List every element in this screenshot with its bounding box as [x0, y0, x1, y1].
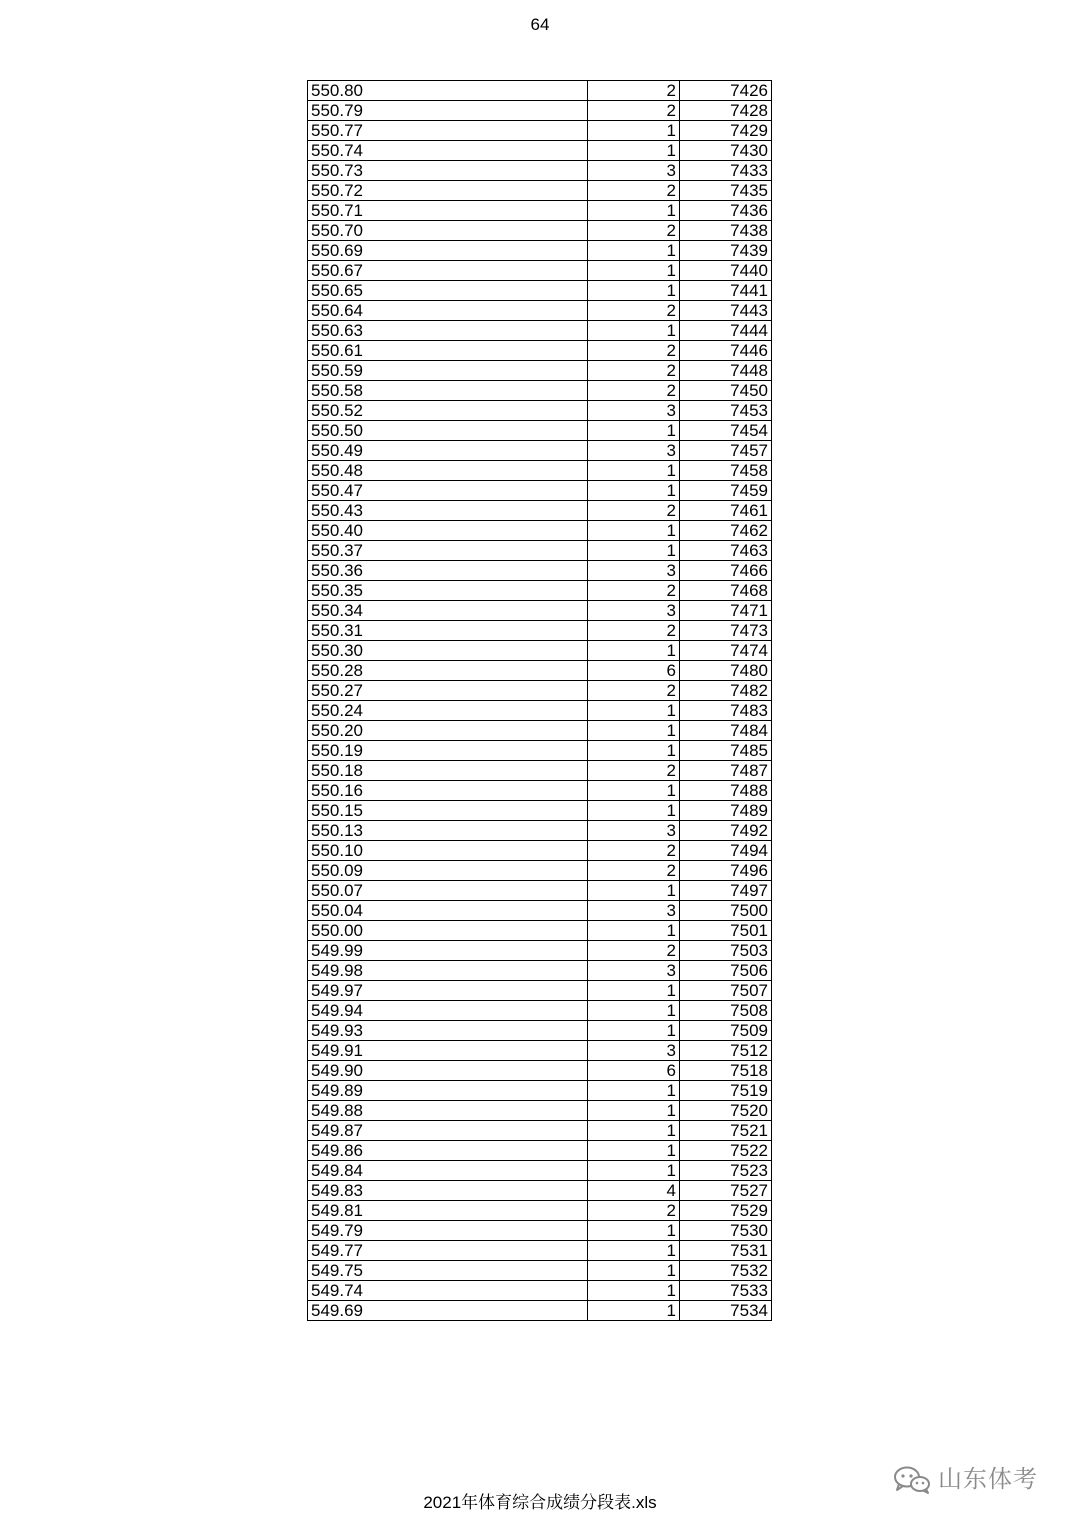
score-cell: 550.24 — [308, 701, 588, 721]
count-cell: 2 — [588, 861, 680, 881]
score-cell: 549.86 — [308, 1141, 588, 1161]
cumulative-cell: 7435 — [680, 181, 772, 201]
cumulative-cell: 7438 — [680, 221, 772, 241]
cumulative-cell: 7489 — [680, 801, 772, 821]
cumulative-cell: 7466 — [680, 561, 772, 581]
score-cell: 550.16 — [308, 781, 588, 801]
score-cell: 550.69 — [308, 241, 588, 261]
table-row — [308, 681, 772, 701]
count-cell: 1 — [588, 1021, 680, 1041]
count-cell: 1 — [588, 801, 680, 821]
table-row — [308, 421, 772, 441]
table-row — [308, 141, 772, 161]
score-cell: 550.52 — [308, 401, 588, 421]
cumulative-cell: 7520 — [680, 1101, 772, 1121]
table-row — [308, 781, 772, 801]
table-row — [308, 621, 772, 641]
table-row — [308, 1181, 772, 1201]
score-cell: 550.40 — [308, 521, 588, 541]
count-cell: 1 — [588, 481, 680, 501]
count-cell: 3 — [588, 961, 680, 981]
score-cell: 549.87 — [308, 1121, 588, 1141]
score-cell: 550.71 — [308, 201, 588, 221]
score-cell: 549.98 — [308, 961, 588, 981]
table-row — [308, 501, 772, 521]
table-row — [308, 941, 772, 961]
count-cell: 2 — [588, 381, 680, 401]
score-cell: 550.36 — [308, 561, 588, 581]
cumulative-cell: 7428 — [680, 101, 772, 121]
cumulative-cell: 7500 — [680, 901, 772, 921]
cumulative-cell: 7523 — [680, 1161, 772, 1181]
count-cell: 3 — [588, 601, 680, 621]
cumulative-cell: 7450 — [680, 381, 772, 401]
table-row — [308, 761, 772, 781]
score-cell: 550.77 — [308, 121, 588, 141]
count-cell: 3 — [588, 441, 680, 461]
score-cell: 550.34 — [308, 601, 588, 621]
table-row — [308, 1021, 772, 1041]
table-row — [308, 1101, 772, 1121]
score-cell: 550.19 — [308, 741, 588, 761]
cumulative-cell: 7454 — [680, 421, 772, 441]
count-cell: 1 — [588, 1161, 680, 1181]
count-cell: 1 — [588, 1101, 680, 1121]
cumulative-cell: 7529 — [680, 1201, 772, 1221]
table-row — [308, 521, 772, 541]
cumulative-cell: 7448 — [680, 361, 772, 381]
table-row — [308, 601, 772, 621]
count-cell: 1 — [588, 641, 680, 661]
table-row — [308, 921, 772, 941]
cumulative-cell: 7473 — [680, 621, 772, 641]
score-cell: 549.75 — [308, 1261, 588, 1281]
count-cell: 2 — [588, 581, 680, 601]
count-cell: 1 — [588, 781, 680, 801]
score-cell: 549.69 — [308, 1301, 588, 1321]
score-cell: 550.47 — [308, 481, 588, 501]
table-row — [308, 361, 772, 381]
table-row — [308, 1161, 772, 1181]
score-cell: 550.31 — [308, 621, 588, 641]
table-row — [308, 161, 772, 181]
cumulative-cell: 7443 — [680, 301, 772, 321]
count-cell: 2 — [588, 941, 680, 961]
count-cell: 1 — [588, 1141, 680, 1161]
cumulative-cell: 7461 — [680, 501, 772, 521]
count-cell: 1 — [588, 1241, 680, 1261]
table-row — [308, 301, 772, 321]
cumulative-cell: 7471 — [680, 601, 772, 621]
score-cell: 549.94 — [308, 1001, 588, 1021]
count-cell: 4 — [588, 1181, 680, 1201]
cumulative-cell: 7508 — [680, 1001, 772, 1021]
count-cell: 1 — [588, 541, 680, 561]
table-row — [308, 1201, 772, 1221]
count-cell: 2 — [588, 181, 680, 201]
count-cell: 1 — [588, 1121, 680, 1141]
table-row — [308, 261, 772, 281]
score-cell: 550.70 — [308, 221, 588, 241]
score-table — [307, 80, 772, 1321]
cumulative-cell: 7480 — [680, 661, 772, 681]
score-cell: 550.65 — [308, 281, 588, 301]
cumulative-cell: 7519 — [680, 1081, 772, 1101]
score-cell: 550.73 — [308, 161, 588, 181]
count-cell: 1 — [588, 1221, 680, 1241]
cumulative-cell: 7457 — [680, 441, 772, 461]
table-row — [308, 1221, 772, 1241]
table-row — [308, 1301, 772, 1321]
page-footer: 2021年体育综合成绩分段表.xls — [423, 1493, 657, 1512]
count-cell: 3 — [588, 401, 680, 421]
count-cell: 6 — [588, 1061, 680, 1081]
count-cell: 1 — [588, 261, 680, 281]
table-row — [308, 981, 772, 1001]
cumulative-cell: 7509 — [680, 1021, 772, 1041]
count-cell: 1 — [588, 701, 680, 721]
cumulative-cell: 7527 — [680, 1181, 772, 1201]
count-cell: 1 — [588, 461, 680, 481]
score-cell: 550.15 — [308, 801, 588, 821]
cumulative-cell: 7483 — [680, 701, 772, 721]
score-cell: 550.59 — [308, 361, 588, 381]
score-cell: 550.64 — [308, 301, 588, 321]
table-row — [308, 901, 772, 921]
score-cell: 550.30 — [308, 641, 588, 661]
score-cell: 550.58 — [308, 381, 588, 401]
count-cell: 2 — [588, 681, 680, 701]
score-cell: 549.97 — [308, 981, 588, 1001]
cumulative-cell: 7439 — [680, 241, 772, 261]
score-cell: 549.84 — [308, 1161, 588, 1181]
score-cell: 550.00 — [308, 921, 588, 941]
score-cell: 550.09 — [308, 861, 588, 881]
count-cell: 2 — [588, 761, 680, 781]
cumulative-cell: 7533 — [680, 1281, 772, 1301]
table-row — [308, 281, 772, 301]
score-cell: 550.10 — [308, 841, 588, 861]
score-cell: 550.20 — [308, 721, 588, 741]
count-cell: 1 — [588, 281, 680, 301]
score-cell: 550.04 — [308, 901, 588, 921]
score-table-body — [308, 81, 772, 1321]
score-cell: 549.77 — [308, 1241, 588, 1261]
count-cell: 2 — [588, 221, 680, 241]
table-row — [308, 581, 772, 601]
count-cell: 1 — [588, 521, 680, 541]
score-cell: 550.50 — [308, 421, 588, 441]
score-cell: 550.72 — [308, 181, 588, 201]
cumulative-cell: 7506 — [680, 961, 772, 981]
score-cell: 549.88 — [308, 1101, 588, 1121]
cumulative-cell: 7501 — [680, 921, 772, 941]
count-cell: 2 — [588, 361, 680, 381]
cumulative-cell: 7440 — [680, 261, 772, 281]
cumulative-cell: 7497 — [680, 881, 772, 901]
table-row — [308, 1141, 772, 1161]
cumulative-cell: 7474 — [680, 641, 772, 661]
table-row — [308, 661, 772, 681]
count-cell: 6 — [588, 661, 680, 681]
score-cell: 549.91 — [308, 1041, 588, 1061]
table-row — [308, 1241, 772, 1261]
table-row — [308, 441, 772, 461]
count-cell: 1 — [588, 421, 680, 441]
score-cell: 549.74 — [308, 1281, 588, 1301]
cumulative-cell: 7530 — [680, 1221, 772, 1241]
count-cell: 2 — [588, 101, 680, 121]
cumulative-cell: 7484 — [680, 721, 772, 741]
cumulative-cell: 7534 — [680, 1301, 772, 1321]
table-row — [308, 101, 772, 121]
count-cell: 2 — [588, 501, 680, 521]
cumulative-cell: 7496 — [680, 861, 772, 881]
score-cell: 549.99 — [308, 941, 588, 961]
count-cell: 1 — [588, 141, 680, 161]
table-row — [308, 541, 772, 561]
count-cell: 1 — [588, 1001, 680, 1021]
table-row — [308, 801, 772, 821]
table-row — [308, 381, 772, 401]
cumulative-cell: 7468 — [680, 581, 772, 601]
cumulative-cell: 7426 — [680, 81, 772, 101]
wechat-icon — [892, 1465, 932, 1495]
count-cell: 2 — [588, 621, 680, 641]
table-row — [308, 1041, 772, 1061]
cumulative-cell: 7458 — [680, 461, 772, 481]
table-row — [308, 861, 772, 881]
cumulative-cell: 7444 — [680, 321, 772, 341]
cumulative-cell: 7507 — [680, 981, 772, 1001]
page-number: 64 — [530, 15, 550, 34]
cumulative-cell: 7430 — [680, 141, 772, 161]
score-cell: 550.28 — [308, 661, 588, 681]
table-row — [308, 561, 772, 581]
score-cell: 550.48 — [308, 461, 588, 481]
count-cell: 1 — [588, 121, 680, 141]
cumulative-cell: 7462 — [680, 521, 772, 541]
cumulative-cell: 7441 — [680, 281, 772, 301]
count-cell: 2 — [588, 841, 680, 861]
score-cell: 550.07 — [308, 881, 588, 901]
table-row — [308, 961, 772, 981]
score-cell: 550.35 — [308, 581, 588, 601]
table-row — [308, 201, 772, 221]
score-cell: 550.79 — [308, 101, 588, 121]
count-cell: 1 — [588, 1281, 680, 1301]
table-row — [308, 1121, 772, 1141]
cumulative-cell: 7463 — [680, 541, 772, 561]
score-cell: 550.74 — [308, 141, 588, 161]
table-row — [308, 1261, 772, 1281]
cumulative-cell: 7532 — [680, 1261, 772, 1281]
count-cell: 1 — [588, 1301, 680, 1321]
table-row — [308, 1081, 772, 1101]
cumulative-cell: 7494 — [680, 841, 772, 861]
cumulative-cell: 7429 — [680, 121, 772, 141]
score-cell: 550.80 — [308, 81, 588, 101]
table-row — [308, 1281, 772, 1301]
table-row — [308, 121, 772, 141]
cumulative-cell: 7521 — [680, 1121, 772, 1141]
table-row — [308, 401, 772, 421]
count-cell: 2 — [588, 341, 680, 361]
cumulative-cell: 7518 — [680, 1061, 772, 1081]
table-row — [308, 821, 772, 841]
score-cell: 550.67 — [308, 261, 588, 281]
cumulative-cell: 7446 — [680, 341, 772, 361]
table-row — [308, 321, 772, 341]
score-cell: 549.90 — [308, 1061, 588, 1081]
cumulative-cell: 7453 — [680, 401, 772, 421]
cumulative-cell: 7512 — [680, 1041, 772, 1061]
score-cell: 550.37 — [308, 541, 588, 561]
table-row — [308, 241, 772, 261]
score-cell: 549.81 — [308, 1201, 588, 1221]
cumulative-cell: 7459 — [680, 481, 772, 501]
count-cell: 1 — [588, 741, 680, 761]
score-cell: 549.79 — [308, 1221, 588, 1241]
score-cell: 549.89 — [308, 1081, 588, 1101]
score-cell: 550.63 — [308, 321, 588, 341]
cumulative-cell: 7503 — [680, 941, 772, 961]
count-cell: 3 — [588, 1041, 680, 1061]
score-cell: 550.13 — [308, 821, 588, 841]
count-cell: 2 — [588, 1201, 680, 1221]
score-cell: 550.43 — [308, 501, 588, 521]
cumulative-cell: 7492 — [680, 821, 772, 841]
score-cell: 550.18 — [308, 761, 588, 781]
watermark — [892, 1460, 1038, 1500]
table-row — [308, 881, 772, 901]
cumulative-cell: 7522 — [680, 1141, 772, 1161]
table-row — [308, 1001, 772, 1021]
count-cell: 2 — [588, 301, 680, 321]
count-cell: 1 — [588, 981, 680, 1001]
cumulative-cell: 7482 — [680, 681, 772, 701]
cumulative-cell: 7433 — [680, 161, 772, 181]
table-row — [308, 481, 772, 501]
count-cell: 1 — [588, 921, 680, 941]
table-row — [308, 741, 772, 761]
count-cell: 1 — [588, 321, 680, 341]
cumulative-cell: 7488 — [680, 781, 772, 801]
cumulative-cell: 7531 — [680, 1241, 772, 1261]
table-row — [308, 841, 772, 861]
table-row — [308, 1061, 772, 1081]
table-row — [308, 701, 772, 721]
cumulative-cell: 7436 — [680, 201, 772, 221]
score-cell: 550.49 — [308, 441, 588, 461]
table-row — [308, 181, 772, 201]
score-cell: 549.93 — [308, 1021, 588, 1041]
count-cell: 3 — [588, 561, 680, 581]
count-cell: 1 — [588, 721, 680, 741]
count-cell: 3 — [588, 901, 680, 921]
cumulative-cell: 7487 — [680, 761, 772, 781]
score-cell: 549.83 — [308, 1181, 588, 1201]
watermark-text: 山东体考 — [938, 1466, 1038, 1493]
count-cell: 3 — [588, 821, 680, 841]
count-cell: 3 — [588, 161, 680, 181]
score-cell: 550.61 — [308, 341, 588, 361]
count-cell: 2 — [588, 81, 680, 101]
count-cell: 1 — [588, 1261, 680, 1281]
count-cell: 1 — [588, 241, 680, 261]
count-cell: 1 — [588, 881, 680, 901]
count-cell: 1 — [588, 201, 680, 221]
table-row — [308, 81, 772, 101]
count-cell: 1 — [588, 1081, 680, 1101]
cumulative-cell: 7485 — [680, 741, 772, 761]
table-row — [308, 641, 772, 661]
table-row — [308, 341, 772, 361]
table-row — [308, 461, 772, 481]
score-cell: 550.27 — [308, 681, 588, 701]
table-row — [308, 721, 772, 741]
table-row — [308, 221, 772, 241]
